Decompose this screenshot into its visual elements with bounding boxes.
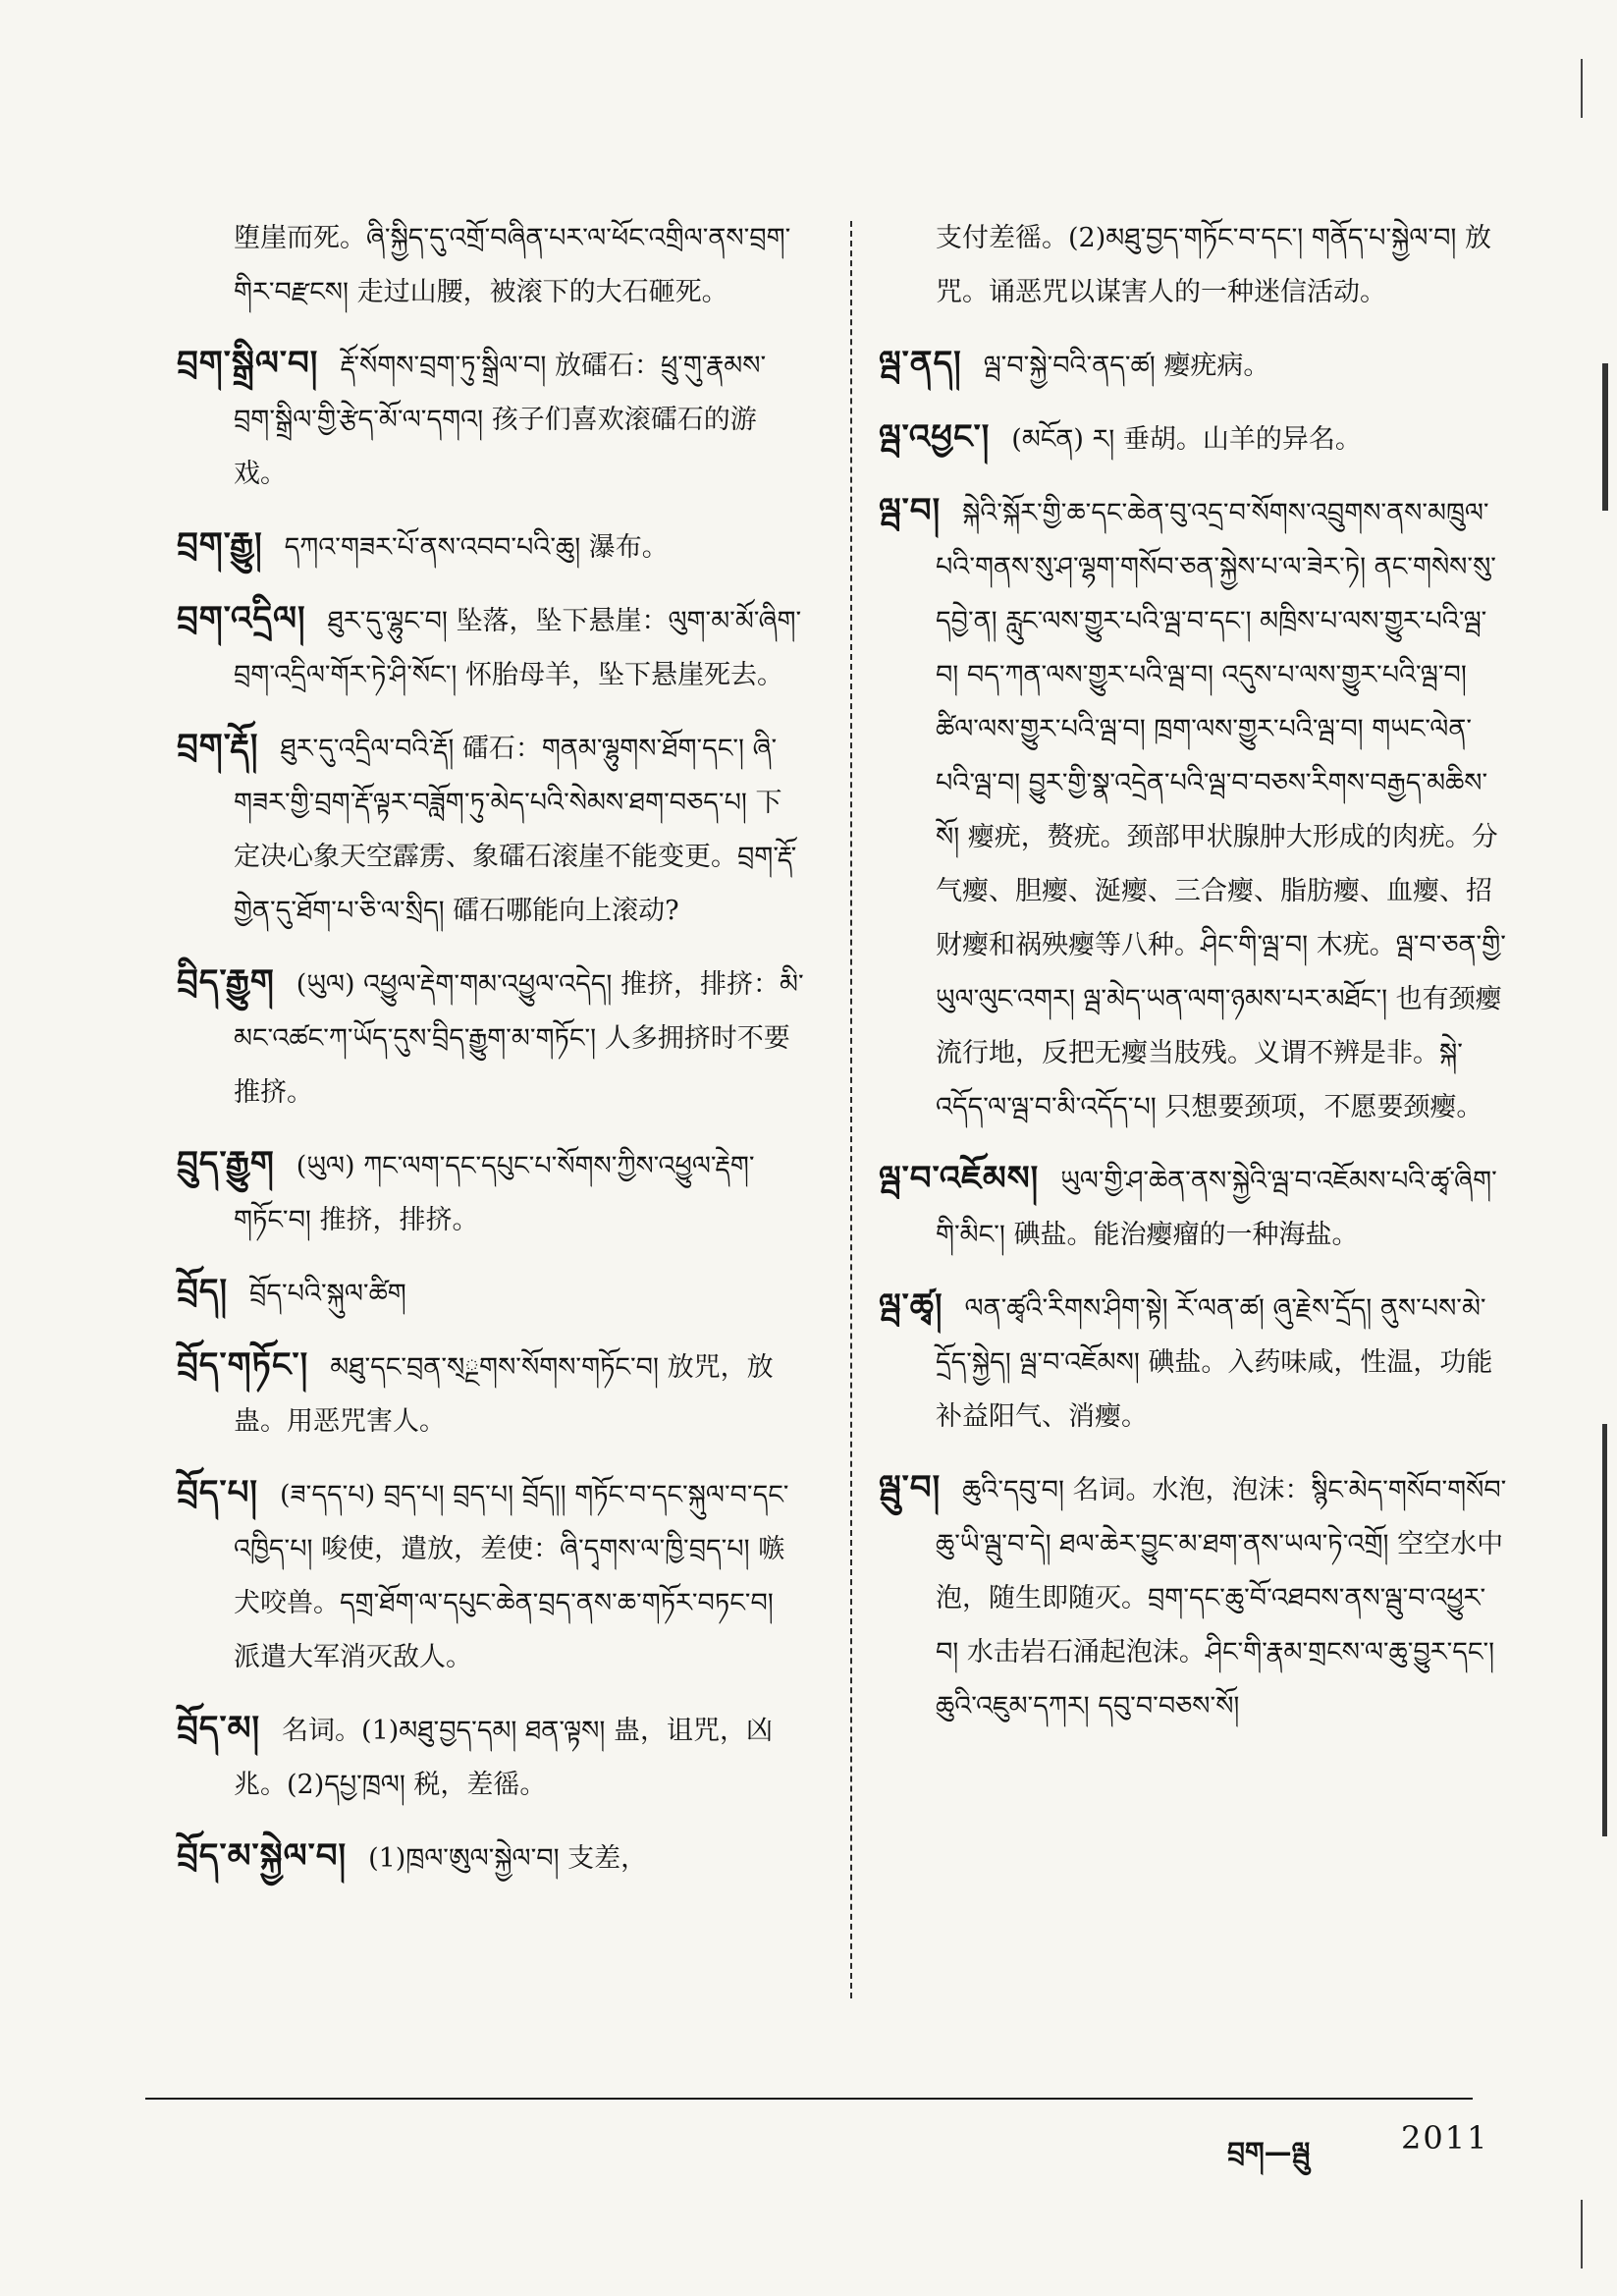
dictionary-entry bbox=[879, 410, 1507, 466]
footer-rule bbox=[145, 2098, 1473, 2100]
scan-edge-mark bbox=[1581, 59, 1583, 118]
entry-headword: ལྦ་ཚྭ། bbox=[879, 1286, 943, 1326]
entry-definition: ལྦ་བ་སྐྱེ་བའི་ནད་ཚ། 瘿疣病。 bbox=[983, 351, 1270, 381]
entry-definition: (1)ཁྲལ་ཨུལ་སྐྱེལ་བ། 支差， bbox=[368, 1843, 648, 1874]
scan-edge-mark bbox=[1602, 363, 1608, 511]
entry-headword: བྲག་རྒྱུ། bbox=[177, 525, 263, 565]
entry-definition: དཀའ་གཟར་པོ་ནས་འབབ་པའི་ཆུ། 瀑布。 bbox=[284, 532, 669, 563]
entry-definition: 名词。(1)མཐུ་བྱད་དམ། ཐན་ལྟས། 蛊，诅咒，凶兆。(2)དཔྱ་ཁྲལ། 税，差徭。 bbox=[234, 1716, 773, 1800]
entry-headword: བྲག་སྒྲིལ་བ། bbox=[177, 344, 319, 383]
entry-definition: ཆུའི་དབུ་བ། 名词。水泡，泡沫：སྙིང་མེད་གསོབ་གསོབ་ཆུ་ཡི་ལྦུ་བ་དེ། ཐལ་ཆེར་བྱུང་མ་ཐག་ནས་ཡལ་ཏེ་འགྲོ། 空空水中泡，随生即随灭。བྲག་དང་ཆུ་བོ་འཐབས་ནས་ལྦུ་བ་འཕྱུར་བ། 水击岩石涌起泡沫。ཤིང་གི་རྣམ་གྲངས་ལ་ཆུ་བྱུར་དང་། ཆུའི་འཇུམ་དཀར། དབུ་བ་བཅས་སོ། bbox=[936, 1475, 1507, 1722]
dictionary-entry bbox=[879, 1152, 1507, 1262]
entry-definition: རྡོ་སོགས་བྲག་ཏུ་སྒྲིལ་བ། 放礌石：ཕྲུ་གུ་རྣམས་བྲག་སྒྲིལ་གྱི་རྩེད་མོ་ལ་དགའ། 孩子们喜欢滚礌石的游戏。 bbox=[234, 351, 767, 489]
entry-definition: ཐུར་དུ་འདྲིལ་བའི་རྡོ། 礌石：གནམ་ལྷུགས་ཐོག་དང་། ཞི་གཟར་གྱི་བྲག་རྡོ་ལྟར་བཟློག་ཏུ་མེད་པའི་སེམས་ཐག་བཅད་པ། 下定决心象天空霹雳、象礌石滚崖不能变更。བྲག་རྡོ་གྱེན་དུ་ཐོག་པ་ཅི་ལ་སྲིད། 礌石哪能向上滚动? bbox=[234, 734, 797, 926]
right-column bbox=[879, 211, 1507, 1751]
dictionary-entry bbox=[177, 1339, 805, 1449]
dictionary-entry bbox=[879, 484, 1507, 1134]
dictionary-entry bbox=[177, 1702, 805, 1812]
dictionary-entry bbox=[177, 337, 805, 501]
entry-definition: 堕崖而死。ཞི་སྐྱིད་དུ་འགྲོ་བཞིན་པར་ལ་ཕོང་འགྲིལ་ནས་བྲག་གིར་བརྫངས། 走过山腰，被滚下的大石砸死。 bbox=[234, 223, 791, 307]
entry-headword: ལྦ་ནད། bbox=[879, 344, 962, 383]
dictionary-entry bbox=[177, 592, 805, 702]
dictionary-entry bbox=[177, 1466, 805, 1684]
dictionary-entry bbox=[879, 337, 1507, 393]
entry-headword: ལྦ་བ་འཇོམས། bbox=[879, 1159, 1040, 1198]
entry-headword: བྲོད་གཏོང་། bbox=[177, 1345, 309, 1385]
dictionary-entry bbox=[177, 956, 805, 1120]
entry-definition: ལན་ཚྭའི་རིགས་ཤིག་སྟེ། རོ་ལན་ཚ། ཞུ་རྗེས་དྲོད། ནུས་པས་མེ་དྲོད་སྐྱེད། ལྦ་བ་འཇོམས། 碘盐。入药味咸，性温，功能补益阳气、消瘿。 bbox=[936, 1293, 1493, 1432]
dictionary-entry bbox=[177, 1137, 805, 1247]
entry-definition: (ཡུལ) འཕྱུལ་རྡེག་གམ་འཕྱུལ་འདེད། 推挤，排挤：མི་མང་འཚང་ཀ་ཡོད་དུས་བྲིད་རྒྱུག་མ་གཏོང་། 人多拥挤时不要推挤。 bbox=[234, 969, 804, 1108]
entry-headword: བྲག་རྡོ། bbox=[177, 727, 259, 766]
column-divider bbox=[850, 221, 852, 1998]
entry-headword: བྲོད་མ་སྐྱེལ་བ། bbox=[177, 1836, 348, 1876]
entry-headword: བྲག་འདྲིལ། bbox=[177, 599, 306, 638]
entry-definition: བྲོད་པའི་སྐུལ་ཚིག bbox=[249, 1279, 406, 1309]
entry-headword: བྲུད་རྒྱུག bbox=[177, 1144, 275, 1183]
entry-definition: ཐུར་དུ་ལྷུང་བ། 坠落，坠下悬崖：ལུག་མ་མོ་ཞིག་བྲག་འདྲིལ་གོར་ཏེ་ཤི་སོང་། 怀胎母羊，坠下悬崖死去。 bbox=[234, 606, 802, 690]
dictionary-entry bbox=[177, 211, 805, 319]
entry-definition: སྐེའི་སྐོར་གྱི་ཆ་དང་ཆེན་བུ་འདྲ་བ་སོགས་འབྲུགས་ནས་མཁྲུལ་པའི་གནས་སུ་ཤ་ལྷག་གསོབ་ཅན་སྐྱེས་པ་ལ་ཟེར་ཏེ། ནང་གསེས་སུ་དབྱེ་ན། རླུང་ལས་གྱུར་པའི་ལྦ་བ་དང་། མཁྲིས་པ་ལས་གྱུར་པའི་ལྦ་བ། བད་ཀན་ལས་གྱུར་པའི་ལྦ་བ། འདུས་པ་ལས་གྱུར་པའི་ལྦ་བ། ཚིལ་ལས་གྱུར་པའི་ལྦ་བ། ཁྲག་ལས་གྱུར་པའི་ལྦ་བ། གཡང་ལེན་པའི་ལྦ་བ། བྱུར་གྱི་སྣ་འདྲེན་པའི་ལྦ་བ་བཅས་རིགས་བརྒྱད་མཆིས་སོ། 瘿疣，赘疣。颈部甲状腺肿大形成的肉疣。分气瘿、胆瘿、涎瘿、三合瘿、脂肪瘿、血瘿、招财瘿和祸殃瘿等八种。ཤིང་གི་ལྦ་བ། 木疣。ལྦ་བ་ཅན་གྱི་ཡུལ་ལུང་འགར། ལྦ་མེད་ཡན་ལག་ཉམས་པར་མཐོང་། 也有颈瘿流行地，反把无瘿当肢残。义谓不辨是非。སྐེ་འདོད་ལ་ལྦ་བ་མི་འདོད་པ། 只想要颈项，不愿要颈瘿。 bbox=[936, 498, 1506, 1122]
entry-definition: ཡུལ་གྱི་ཤ་ཆེན་ནས་སྐྱེའི་ལྦ་བ་འཇོམས་པའི་ཚྭ་ཞིག་གི་མིང་། 碘盐。能治瘿瘤的一种海盐。 bbox=[936, 1166, 1497, 1250]
entry-headword: བྲོད་པ། bbox=[177, 1473, 258, 1512]
entry-definition: (ཡུལ) ཀང་ལག་དང་དཔུང་པ་སོགས་ཀྱིས་འཕྱུལ་རྡེག་གཏོང་བ། 推挤，排挤。 bbox=[234, 1151, 755, 1235]
dictionary-entry bbox=[879, 1461, 1507, 1733]
entry-headword: བྲོད། bbox=[177, 1272, 229, 1311]
page-number: 2011 bbox=[1401, 2119, 1489, 2157]
dictionary-entry bbox=[177, 519, 805, 574]
scan-edge-mark bbox=[1602, 1424, 1607, 1836]
dictionary-entry bbox=[177, 1265, 805, 1321]
dictionary-entry bbox=[879, 211, 1507, 319]
entry-definition: མཐུ་དང་བྲན་ས྄ྔགས་སོགས་གཏོང་བ། 放咒，放蛊。用恶咒害人。 bbox=[234, 1352, 774, 1437]
entry-headword: ལྦ་བ། bbox=[879, 491, 942, 530]
entry-definition: (ཟ་དད་པ) བྲད་པ། བྲད་པ། བྲོད།། གཏོང་བ་དང་སྐུལ་བ་དང་འཁྱིད་པ། 唆使，遣放，差使：ཞི་དྭགས་ལ་ཁྱི་བྲད་པ། 嗾犬咬兽。དགྲ་ཐོག་ལ་དཔུང་ཆེན་བྲད་ནས་ཆ་གཏོར་བཏང་བ། 派遣大军消灭敌人。 bbox=[234, 1480, 789, 1672]
entry-definition: (མངོན) ར། 垂胡。山羊的异名。 bbox=[1011, 424, 1362, 455]
entry-headword: བྲིད་རྒྱུག bbox=[177, 962, 275, 1002]
dictionary-entry bbox=[177, 1830, 805, 1886]
entry-definition: 支付差徭。(2)མཐུ་བྱད་གཏོང་བ་དང་། གནོད་པ་སྐྱེལ་བ། 放咒。诵恶咒以谋害人的一种迷信活动。 bbox=[936, 223, 1491, 307]
dictionary-entry bbox=[879, 1280, 1507, 1444]
scan-edge-mark bbox=[1581, 2200, 1583, 2269]
dictionary-entry bbox=[177, 720, 805, 938]
entry-headword: བྲོད་མ། bbox=[177, 1709, 261, 1748]
left-column bbox=[177, 211, 805, 1903]
entry-headword: ལྦུ་བ། bbox=[879, 1468, 942, 1507]
running-head: བྲག—ལྦུ bbox=[1227, 2136, 1311, 2168]
entry-headword: ལྦ་འཕྱང་། bbox=[879, 417, 991, 457]
